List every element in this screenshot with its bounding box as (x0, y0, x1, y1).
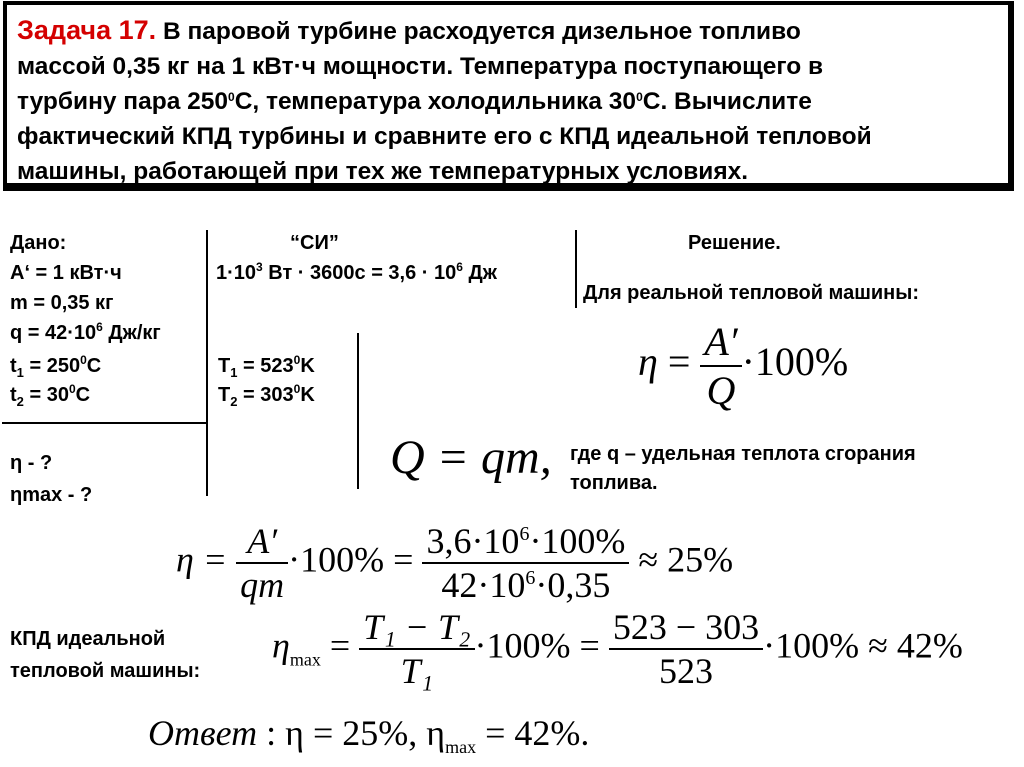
find-etamax: ηmax - ? (10, 484, 93, 506)
where-q-line2: топлива. (570, 472, 658, 494)
formula-efficiency-calc: η = $\frac{A'}{qm}$ ·100% = $\frac{3,6\cdot 10^6\cdot 100\%}{42\cdot 10^6\cdot 0,35}$ ≈ 25% (176, 521, 734, 605)
task-line-4: фактический КПД турбины и сравните его с КПД идеальной тепловой (17, 123, 872, 150)
given-q: $q = 42\cdot 10^6$ Дж/кг (10, 320, 161, 344)
given-t1: $t_1 = 250^0C$ (10, 353, 102, 380)
si-conversion: $1\cdot 10^3$ Вт · $3600с = 3,6 \cdot 10^6$ Дж (216, 260, 497, 284)
formula-heat: Q = qm, (390, 431, 552, 484)
si-T1: $T_1 = 523^0K$ (218, 353, 315, 380)
task-statement (17, 13, 1012, 189)
task-line-1: Задача 17. В паровой турбине расходуется дизельное топливо (17, 15, 801, 45)
given-divider (2, 422, 206, 424)
task-line-3: турбину пара $250^0С$, температура холодильника $30^0С$. Вычислите (17, 88, 812, 115)
separator-si-lower (357, 333, 359, 489)
given-a-prime: A‘ = 1 кВт·ч (10, 262, 122, 284)
task-box (3, 1, 1014, 191)
given-mass: m = 0,35 кг (10, 292, 114, 314)
find-eta: η - ? (10, 452, 53, 474)
ideal-label-line1: КПД идеальной (10, 628, 166, 650)
answer: Ответ : η = 25%, $\eta_{max} = 42\%$. (148, 713, 590, 758)
given-heading: Дано: (10, 232, 67, 254)
where-q-line1: где q – удельная теплота сгорания (570, 443, 916, 465)
task-line-2: массой 0,35 кг на 1 кВт·ч мощности. Температура поступающего в (17, 53, 824, 80)
si-heading: “СИ” (290, 232, 339, 254)
ideal-label-line2: тепловой машины: (10, 660, 201, 682)
separator-si-solution (575, 230, 577, 308)
given-t2: $t_2 = 30^0C$ (10, 382, 91, 409)
separator-given-si (206, 230, 208, 496)
si-T2: $T_2 = 303^0K$ (218, 382, 315, 409)
formula-efficiency: η = $\frac{A'}{Q}$ ·100% (638, 319, 849, 413)
solution-heading: Решение. (688, 232, 781, 254)
formula-efficiency-max: $\eta_{max}$ = $\frac{\text{T₁ − T₂}}{\text{T₁}}$ ·100% = $\frac{523 - 303}{523}$ ·100% ≈ 42% (272, 607, 963, 691)
task-line-5: машины, работающей при тех же температурных условиях. (17, 158, 749, 185)
task-title: Задача 17. (17, 15, 157, 45)
real-machine-label: Для реальной тепловой машины: (583, 282, 919, 304)
